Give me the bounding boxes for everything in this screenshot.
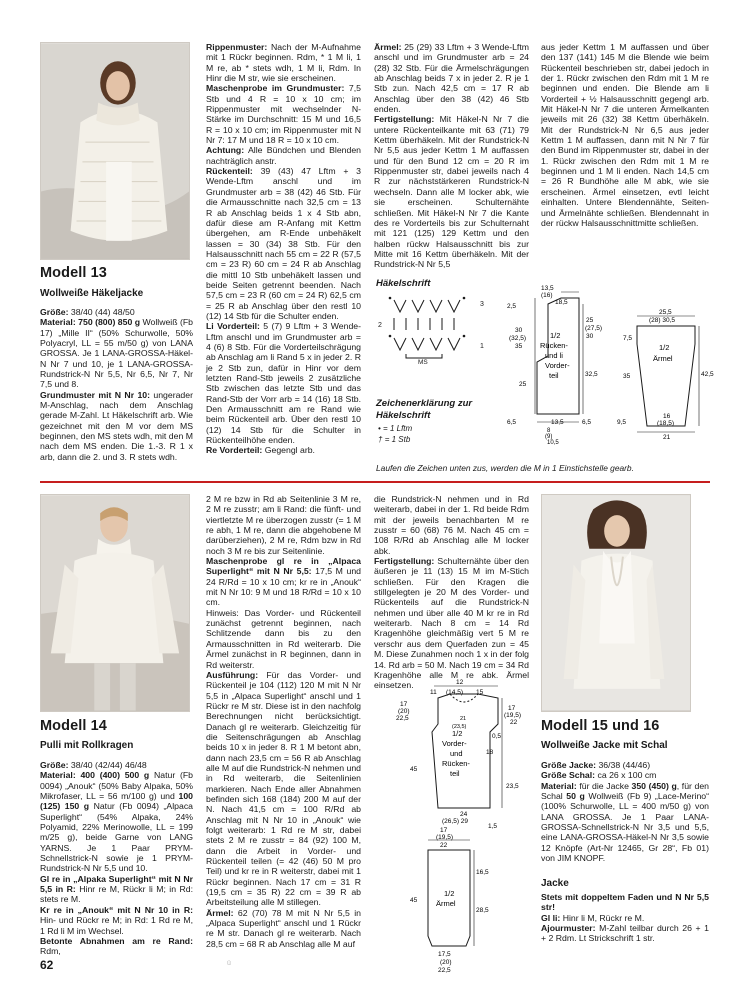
sleeve14-bottom-1: 17,5 bbox=[438, 951, 451, 958]
sleeve13-bottom-1: 16 bbox=[663, 413, 671, 420]
jacke-heading: Jacke bbox=[541, 878, 569, 889]
legend-stb-text: = 1 Stb bbox=[384, 435, 411, 444]
page-number: 62 bbox=[40, 958, 54, 972]
back-lower-left: 25 bbox=[519, 381, 527, 388]
sleeve13-bottom-3: 21 bbox=[663, 434, 671, 441]
paragraph-text: 62 (70) 78 M mit N Nr 5,5 in „Alpaca Superlight“ anschl und 1 Rückr re M str. Danach gl re weiterarb. Nach 28,5 cm = 68 R ab Anschlag alle M auf bbox=[206, 907, 361, 949]
paragraph-lead: Stets mit doppeltem Faden und N Nr 5,5 str! bbox=[541, 892, 709, 913]
sleeve14-label-1: 1/2 bbox=[444, 889, 455, 898]
paragraph bbox=[541, 781, 709, 864]
back-top-2: (16) bbox=[541, 292, 553, 299]
photo-crochet-jacket bbox=[41, 43, 189, 259]
back-label-2: Rücken- bbox=[540, 341, 568, 350]
paragraph-text: Rdm, bbox=[40, 946, 61, 957]
model-15-title: Modell 15 und 16 bbox=[541, 718, 660, 734]
back-right-1: 25 bbox=[586, 317, 594, 324]
paragraph-text: Hin- und Rückr re M; in Rd: 1 Rd re M, 1 Rd li M im Wechsel. bbox=[40, 915, 193, 936]
paragraph-lead: Maschenprobe im Grundmuster: bbox=[206, 83, 345, 94]
sleeve14-left: 45 bbox=[410, 897, 418, 904]
body-height: 45 bbox=[410, 766, 418, 773]
paragraph-lead: Re Vorderteil: bbox=[206, 445, 263, 456]
body-neck-2: (23,5) bbox=[452, 724, 467, 730]
paragraph bbox=[541, 913, 709, 923]
back-shoulder: 2,5 bbox=[507, 303, 517, 310]
paragraph-lead: Grundmuster mit N Nr 10: bbox=[40, 389, 151, 400]
paragraph bbox=[374, 42, 529, 114]
paragraph-lead: Fertigstellung: bbox=[374, 556, 435, 567]
back-bottom-b: 13,5 bbox=[551, 419, 564, 426]
paragraph-lead: Fertigstellung: bbox=[374, 114, 435, 125]
paragraph bbox=[541, 892, 709, 913]
back-label-5: teil bbox=[549, 371, 559, 380]
paragraph-lead: Gl re in „Alpaka Superlight“ mit N Nr 5,5 in R: bbox=[40, 873, 193, 895]
sleeve13-cap: 7,5 bbox=[623, 335, 633, 342]
model-13-title: Modell 13 bbox=[40, 265, 107, 281]
paragraph-text: Hinweis: Das Vorder- und Rückenteil zunächst getrennt beginnen, nach Schlitzende dann bis zu den Armausschnitten in Rd weiterarb. Die Ärmel zunächst in R beginnen, dann in Rd weiterstr. bbox=[206, 607, 361, 670]
back-left-1: 30 bbox=[515, 327, 523, 334]
crochet-ms-label: MS bbox=[418, 359, 428, 366]
photo-turtleneck-sweater bbox=[41, 495, 189, 711]
body-neck-1: 21 bbox=[460, 716, 467, 722]
model-15-column bbox=[541, 760, 709, 863]
model-14-left-column bbox=[40, 760, 193, 957]
paragraph bbox=[541, 760, 709, 770]
back-top-1: 13,5 bbox=[541, 285, 554, 292]
paragraph-lead: Rückenteil: bbox=[206, 166, 253, 177]
schema-body-14 bbox=[386, 676, 536, 830]
back-label-1: 1/2 bbox=[550, 331, 561, 340]
paragraph-text: Mit Häkel-N Nr 7 die untere Rückenteilkante mit 63 (71) 79 Kettm überhäkeln. Mit der Rundstrick-N Nr 5,5 aus jeder Kettm 1 M auffassen und für den Bund 12 cm = 20 R im Rippenmuster str, dabei jeweils nach 4 R zur nächststärkeren Rundstrick-N wechseln. Dann alle M locker abk, wie sie erscheinen. Schulternähte schließen. Mit Häkel-N Nr 7 die Kante des re Vorderteils bis zur Schulternaht mit 121 (125) 129 Kettm und den halben rückw Halsausschnitt bis zur Mitte mit 16 Kettm überhäkeln. Mit der Rundstrick-N Nr 5,5 bbox=[374, 114, 529, 270]
legend-item-lftm bbox=[378, 424, 412, 433]
legend-dot-icon: • bbox=[378, 424, 381, 433]
back-bottom-2: (9) bbox=[545, 434, 553, 440]
paragraph bbox=[206, 145, 361, 166]
paragraph-lead: Größe Schal: bbox=[541, 770, 596, 781]
paragraph bbox=[541, 923, 709, 944]
paragraph bbox=[541, 770, 709, 780]
paragraph-text: 39 (43) 47 Lftm + 3 Wende-Lftm anschl und im Grundmuster arb = 38 (42) 46 Stb. Für die Armausschnitte nach 32,5 cm = 13 R ab Anschlag beids 1 x 4 Stb abn, dafür diese am R-Anfang mit Kettm übergehen, am R-Ende unbehäkelt lassen = 30 (34) 38 Stb. Für den Halsausschnitt nach 55 cm = 22 R (57,5 cm = 23 R) 60 cm = 24 R ab Anschlag die mittl 10 Stb unbehäkelt lassen und beide Seiten getrennt beenden. Nach 57,5 cm = 23 R (60 cm = 24 R) 62,5 cm = 25 R ab Anschlag über den restl 10 (12) 14 Stb für die Schulter enden. bbox=[206, 166, 361, 321]
sleeve14-top-1: 17 bbox=[440, 827, 448, 834]
paragraph-text: 38/40 (42/44) 46/48 bbox=[68, 760, 147, 770]
paragraph bbox=[541, 42, 709, 228]
legend-lftm-text: = 1 Lftm bbox=[383, 424, 413, 433]
paragraph bbox=[374, 556, 529, 690]
sleeve14-top-2: (19,5) bbox=[436, 834, 453, 841]
paragraph-lead: Rippenmuster: bbox=[206, 42, 268, 52]
model-13-left-column bbox=[40, 307, 193, 462]
paragraph-text: 5 (7) 9 Lftm + 3 Wende-Lftm anschl und im Grundmuster arb = 4 (6) 8 Stb. Für die Vorderteilschrägung ab Anschlag am li Rand 5 x in jeder 2. R je 2 Stb zun, dafür in Hinr vor dem letzten Rand-Stb jeweils 2 zusätzliche Stb zwischen das letzte Stb und das Rand-Stb der Vorr arb = 14 (16) 18 Stb. Den Armausschnitt am re Rand wie beim Rückenteil arb. Über den restl 10 (12) 14 Stb für die Schulter in Rückenteilhöhe enden. bbox=[206, 321, 361, 446]
model-13-right-column-a bbox=[374, 42, 529, 270]
body-label-1: 1/2 bbox=[452, 729, 463, 738]
body-right-3: 22 bbox=[510, 719, 518, 726]
paragraph-text: 17,5 M und 24 R/Rd = 10 x 10 cm; kr re in „Anouk“ mit N Nr 10: 9 M und 18 R/Rd = 10 x 10 cm. bbox=[206, 566, 361, 608]
paragraph-text: Wollweiß (Fb 9) „Lace-Merino“ (100% Schurwolle, LL = 400 m/50 g) von LANA GROSSA. Je 1 Paar LANA-GROSSA-Schnellstrick-N Nr 3,5 und 5,5, eine LANA-GROSSA-Häkel-N Nr 3,5 sowie 12 Knöpfe (Art-Nr 12465, Gr 28“, Fb 01) von JIM KNOPF. bbox=[541, 791, 709, 864]
back-label-4: Vorder- bbox=[545, 361, 570, 370]
paragraph-text: Alle Bündchen und Blenden nachträglich anstr. bbox=[206, 145, 361, 166]
schema-sleeve-13 bbox=[615, 306, 715, 444]
paragraph-lead: Material: 400 (400) 500 g bbox=[40, 770, 150, 781]
paragraph bbox=[206, 908, 361, 949]
body-label-2: Vorder- bbox=[442, 739, 467, 748]
jacke-column bbox=[541, 892, 709, 944]
sleeve13-label-2: Ärmel bbox=[653, 354, 673, 363]
body-label-3: und bbox=[450, 749, 463, 758]
paragraph bbox=[206, 556, 361, 608]
crochet-chart-title: Häkelschrift bbox=[376, 278, 431, 289]
paragraph bbox=[40, 936, 193, 957]
paragraph-lead: Größe: bbox=[40, 307, 69, 317]
paragraph bbox=[206, 494, 361, 556]
sleeve13-label-1: 1/2 bbox=[659, 343, 670, 352]
paragraph bbox=[206, 445, 361, 455]
paragraph-lead: Ajourmuster: bbox=[541, 923, 596, 934]
back-bottom-a: 6,5 bbox=[507, 419, 517, 426]
paragraph-lead: Ärmel: bbox=[206, 907, 234, 918]
paragraph-lead: Achtung: bbox=[206, 145, 245, 156]
paragraph bbox=[40, 874, 193, 905]
sleeve13-top-2: (28) 30,5 bbox=[649, 317, 676, 324]
model-13-subtitle: Wollweiße Häkeljacke bbox=[40, 288, 144, 299]
sleeve13-bottom-2: (18,5) bbox=[657, 420, 674, 427]
paragraph bbox=[206, 42, 361, 83]
model-13-right-column-b bbox=[541, 42, 709, 228]
crochet-row-1: 1 bbox=[480, 343, 484, 350]
paragraph-text: Wollweiß (Fb 17) „Mille II“ (50% Schurwolle, 50% Polyacryl, LL = 55 m/50 g) von LANA GROSSA. Je 1 LANA-GROSSA-Häkel-N Nr 7 und 10, je 1 LANA-GROSSA-Rundstrick-N Nr 5,5, Nr 6,5, Nr 7, Nr 7,5 und 8. bbox=[40, 317, 193, 390]
paragraph-text: 7,5 Stb und 4 R = 10 x 10 cm; im Rippenmuster mit wechselnder N-Stärke im Durchschnitt: 15 M und 16,5 R = 10 x 10 cm; im Rippenmuster mit N Nr 7: 17 M und 18 R = 10 x 10 cm. bbox=[206, 83, 361, 146]
paragraph-lead: 350 (450) g bbox=[631, 780, 677, 791]
body-shoulder-3: 15 bbox=[476, 689, 484, 696]
paragraph-lead: Material: 750 (800) 850 g bbox=[40, 317, 141, 328]
paragraph-lead: Li Vorderteil: bbox=[206, 321, 260, 332]
body-left-1: 17 bbox=[400, 701, 408, 708]
body-label-5: teil bbox=[450, 769, 460, 778]
paragraph-text: Nach der M-Aufnahme mit 1 Rückr beginnen. Rdm, * 1 M li, 1 M re, ab * stets wdh, 1 M li, Rdm. In Hinr die M str, wie sie erscheinen. bbox=[206, 42, 361, 84]
sleeve14-cap: 16,5 bbox=[476, 869, 489, 876]
photo-jacket-with-scarf bbox=[542, 495, 690, 711]
crochet-chart bbox=[376, 292, 496, 364]
photo-modell-13 bbox=[40, 42, 190, 260]
paragraph-lead: Gl li: bbox=[541, 912, 561, 923]
body-mid-right: 18 bbox=[486, 749, 494, 756]
body-left-2: (20) bbox=[398, 708, 410, 715]
paragraph bbox=[40, 905, 193, 936]
paragraph-text: 25 (29) 33 Lftm + 3 Wende-Lftm anschl und im Grundmuster arb = 24 (28) 32 Stb. Für die Ärmelschrägungen ab Anschlag beids 7 x in jeder 2. R je 1 Stb zun. Nach 42,5 cm = 17 R ab Anschlag über den 38 (42) 46 Stb enden. bbox=[374, 42, 529, 115]
paragraph-text: 36/38 (44/46) bbox=[596, 760, 651, 770]
paragraph-text: M-Zahl teilbar durch 26 + 1 + 2 Rdm. Lt Strickschrift 1 str. bbox=[541, 923, 709, 944]
paragraph-lead: 50 g bbox=[566, 791, 585, 802]
legend-title: Zeichenerklärung zur Häkelschrift bbox=[376, 398, 473, 421]
body-bottom-2: (26,5) 29 bbox=[442, 818, 469, 825]
chart-caption: Laufen die Zeichen unten zus, werden die M in 1 Einstichstelle gearb. bbox=[376, 463, 634, 473]
back-left-2: (32,5) bbox=[509, 335, 526, 342]
paragraph-lead: Ärmel: bbox=[374, 42, 402, 52]
back-bottom-c: 6,5 bbox=[582, 419, 592, 426]
body-right-1: 17 bbox=[508, 705, 516, 712]
paragraph bbox=[206, 608, 361, 670]
sleeve13-bottom-left: 9,5 bbox=[617, 419, 627, 426]
back-label-3: und li bbox=[545, 351, 563, 360]
sleeve14-bottom-3: 22,5 bbox=[438, 967, 451, 974]
paragraph-text: Schulternähte über den äußeren je 11 (13) 15 M im M-Stich schließen. Für den Kragen die stillgelegten je 20 M des Vorder- und Rückenteils auf die Rundstrick-N nehmen und über alle 40 M kr re in Rd weiterarb. Nach 8 cm = 14 Rd Kragenhöhe gleichmäßig vert 5 M re verschr aus dem Querfaden zun = 45 M. Diese Zunahmen noch 1 x in der folg 14. Rd arb = 50 M. Nach 19 cm = 34 Rd Kragenhöhe alle M re abk. Ärmel einsetzen. bbox=[374, 556, 529, 691]
body-bottom-3: 1,5 bbox=[488, 823, 498, 830]
paragraph-text: Hinr re M, Rückr li M; in Rd: stets re M. bbox=[40, 884, 194, 905]
paragraph-text: Für das Vorder- und Rückenteil je 104 (112) 120 M mit N Nr 5,5 in „Alpaca Superlight“ anschl und 1 Rückr re M str. Diese ist in den nachfolg Berechnungen nicht berücksichtigt. Danach gl re weiterarb. Gleichzeitig für die Seitenschrägungen ab Anschlag beids 10 x in jeder 8. R 1 M betont abn, dann nach 23,5 cm = 56 R ab Anschlag alle M auf die Rundstrick-N nehmen und in Rd weiterarb, die Seitenlinien markieren. Nach Ende aller Abnahmen befinden sich 168 (184) 200 M auf der N. Nach 41,5 cm = 100 R/Rd ab Anschlag mit N Nr 10 in „Anouk“ wie folgt weiterarb: 1 Rd re M str, dabei stets 2 M re zusstr = 84 (92) 100 M, dann die Arbeit in Vorder- und Rückenteil teilen (= 42 (46) 50 M pro Teil) und kr re in R weiterstr, dabei mit 1 Rückr beginnen. Nach 17 cm = 31 R (19,5 cm = 35 R) 22 cm = 39 R ab Arbeitsteilung alle M stillegen. bbox=[206, 669, 362, 908]
paragraph bbox=[40, 317, 193, 389]
photo-modell-14 bbox=[40, 494, 190, 712]
body-left-3: 22,5 bbox=[396, 715, 409, 722]
model-14-title: Modell 14 bbox=[40, 718, 107, 734]
paragraph-text: 38/40 (44) 48/50 bbox=[68, 307, 135, 317]
paragraph bbox=[206, 83, 361, 145]
paragraph-text: Natur (Fb 0094) „Anouk“ (50% Baby Alpaka, 50% Mikrofaser, LL = 56 m/100 g) und bbox=[40, 770, 193, 802]
paragraph-text: ungerader M-Anschlag, nach dem Anschlag gerade M-Zahl. Lt Häkelschrift arb. Wie gezeichnet mit den M vor dem MS beginnen, den MS stets wdh, mit den M nach dem MS enden. Die 1.-3. R 1 x arb, dann die 2. und 3. R stets wdh. bbox=[40, 389, 193, 462]
paragraph-text: die Rundstrick-N nehmen und in Rd weiterarb, dabei in der 1. Rd beide Rdm mit der jeweils benachbarten M re zusstr = 60 (68) 76 M. Nach 45 cm = 108 R/Rd ab Anschlag alle M locker abk. bbox=[374, 494, 529, 556]
crochet-row-3: 3 bbox=[480, 301, 484, 308]
paragraph-lead: Maschenprobe gl re in „Alpaca Superlight“ mit N Nr 5,5: bbox=[206, 556, 361, 577]
back-lower-right: 32,5 bbox=[585, 371, 598, 378]
model-13-middle-column bbox=[206, 42, 361, 456]
paragraph bbox=[40, 760, 193, 770]
back-right-2: (27,5) bbox=[585, 325, 602, 332]
photo-modell-15-16 bbox=[541, 494, 691, 712]
model-14-middle-column bbox=[206, 494, 361, 949]
paragraph bbox=[374, 114, 529, 269]
paragraph bbox=[40, 390, 193, 462]
paragraph-text: 2 M re bzw in Rd ab Seitenlinie 3 M re, 2 M re zusstr; am li Rand: die fünft- und viertletzte M re überzogen zusstr (= 1 M re abh, 1 M re, dann die abgehobene M darüberziehen), 2 M re, Rdm bzw in Rd noch 3 M re bis zur Seitenlinie. bbox=[206, 494, 361, 556]
schema-back-front-13 bbox=[505, 282, 617, 446]
paragraph bbox=[206, 166, 361, 321]
paragraph bbox=[206, 670, 361, 908]
sleeve14-bottom-2: (20) bbox=[440, 959, 452, 966]
body-bottom-1: 24 bbox=[460, 811, 468, 818]
paragraph-lead: Material: bbox=[541, 780, 577, 791]
paragraph-lead: Betonte Abnahmen am re Rand: bbox=[40, 935, 193, 946]
paragraph bbox=[40, 307, 193, 317]
paragraph bbox=[40, 770, 193, 873]
paragraph-text: Hinr li M, Rückr re M. bbox=[560, 912, 645, 923]
body-shoulder-1: 11 bbox=[430, 689, 437, 696]
body-top-width: 12 bbox=[456, 679, 464, 686]
back-right-3: 30 bbox=[586, 333, 594, 340]
sleeve14-top-3: 22 bbox=[440, 842, 448, 849]
sleeve13-left: 35 bbox=[623, 373, 631, 380]
model-15-subtitle: Wollweiße Jacke mit Schal bbox=[541, 740, 668, 751]
paragraph bbox=[206, 321, 361, 445]
paragraph-lead: Ausführung: bbox=[206, 669, 259, 680]
back-bottom-3: 10,5 bbox=[547, 440, 559, 446]
paragraph-lead: 100 (125) 150 g bbox=[40, 791, 193, 812]
legend-item-stb bbox=[378, 435, 410, 444]
body-right-2: (19,5) bbox=[504, 712, 521, 719]
schema-sleeve-14 bbox=[400, 826, 490, 976]
sleeve13-top-1: 25,5 bbox=[659, 309, 672, 316]
paragraph-lead: Größe: bbox=[40, 760, 69, 770]
model-14-subtitle: Pulli mit Rollkragen bbox=[40, 740, 134, 751]
paragraph bbox=[374, 494, 529, 556]
body-shoulder-2: (14,5) bbox=[446, 689, 463, 696]
paragraph-lead: Kr re in „Anouk“ mit N Nr 10 in R: bbox=[40, 904, 193, 915]
footer-mark: ü bbox=[227, 960, 231, 967]
sleeve14-right: 28,5 bbox=[476, 907, 489, 914]
paragraph-text: für die Jacke bbox=[576, 780, 632, 791]
crochet-row-2: 2 bbox=[378, 322, 382, 329]
section-divider bbox=[40, 481, 710, 483]
paragraph-text: ca 26 x 100 cm bbox=[595, 770, 657, 781]
back-bottom-1: 8 bbox=[547, 428, 551, 434]
body-lower-right: 23,5 bbox=[506, 783, 519, 790]
back-top-3: 18,5 bbox=[555, 299, 568, 306]
paragraph-text: Gegengl arb. bbox=[262, 445, 315, 456]
paragraph-text: Natur (Fb 0094) „Alpaca Superlight“ (54% Alpaka, 24% Polyamid, 22% Merinowolle, LL = 199 m/25 g), beide Garne von LANG YARNS. Je 1 Paar PRYM-Schnellstrick-N sowie je 1 PRYM-Rundstrick-N Nr 5,5 und 10. bbox=[40, 801, 193, 874]
paragraph-text: , für den Schal bbox=[541, 780, 709, 802]
model-14-right-column bbox=[374, 494, 529, 691]
paragraph-text: aus jeder Kettm 1 M auffassen und über den 137 (141) 145 M die Blende wie beim Rückenteil beschrieben str, dabei jedoch in der 1. Rückr zwischen den Rdm mit 1 M re beginnen und enden. Die Blende am li Vorderteil + ½ Halsausschnitt gegengl arb. Mit Häkel-N Nr 7 die unteren Ärmelkanten jeweils mit 26 (32) 38 Kettm überhäkeln. Mit der Rundstrick-N Nr 6,5 aus jeder Kettm 1 M auffassen, dann mit N Nr 7 für den Bund im Rippenmuster str, dabei in der 1. Rückr zwischen den Rdm mit 1 M re beginnen und 1 M li enden. Nach 14,5 cm = 26 R Bundhöhe alle M abk, wie sie erscheinen. Ärmel einsetzen, evtl leicht einhalten. Untere Blendennähte, Seiten- und Ärmelnähte schließen. Blendennaht in der rückw Halsausschnittmitte schließen. bbox=[541, 42, 709, 228]
back-left-3: 35 bbox=[515, 343, 523, 350]
sleeve13-right: 42,5 bbox=[701, 371, 714, 378]
sleeve14-label-2: Ärmel bbox=[436, 899, 456, 908]
paragraph-lead: Größe Jacke: bbox=[541, 760, 597, 770]
body-label-4: Rücken- bbox=[442, 759, 470, 768]
legend-cross-icon: † bbox=[378, 435, 383, 444]
body-armhole: 0,5 bbox=[492, 733, 502, 740]
